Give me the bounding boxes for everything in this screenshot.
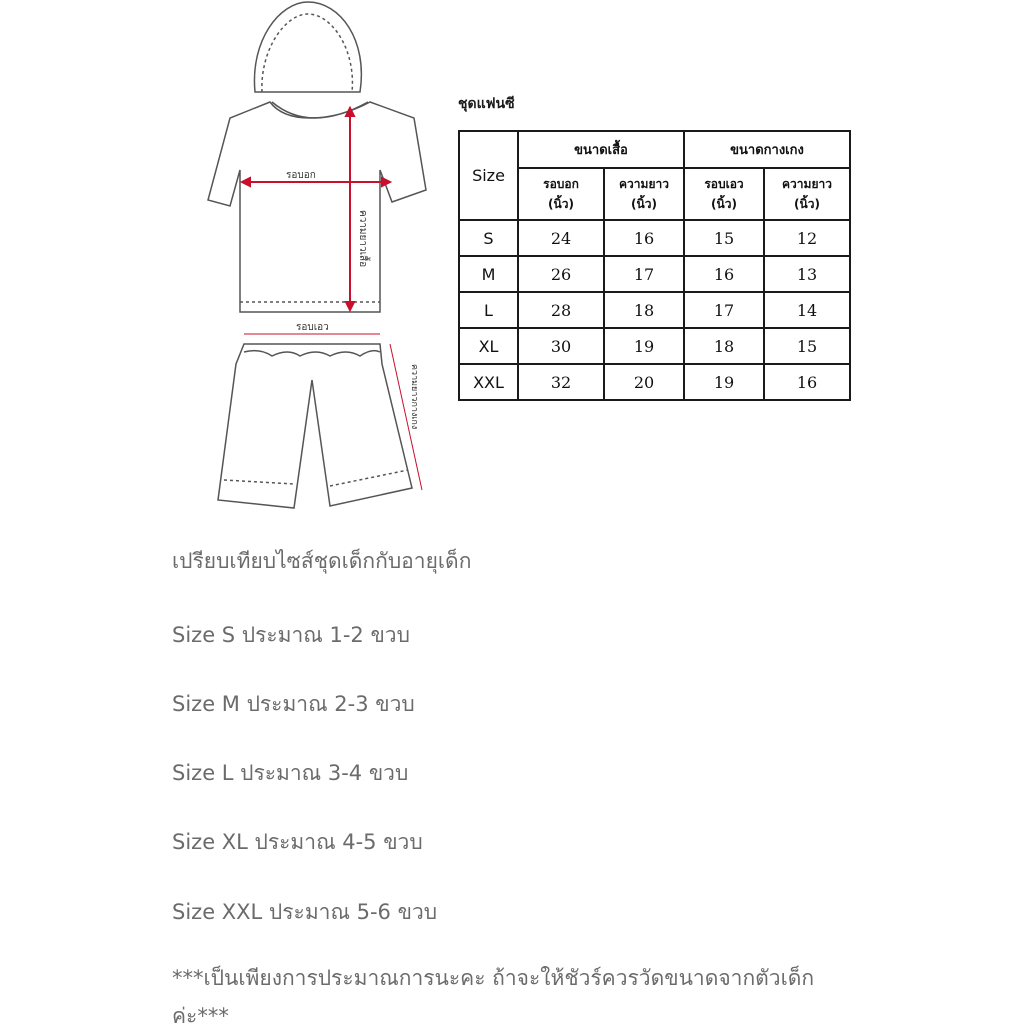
size-note: Size L ประมาณ 3-4 ขวบ	[172, 761, 409, 785]
shirt-length-cell: 17	[604, 256, 684, 292]
garment-illustration	[200, 0, 460, 520]
waist-cell: 19	[684, 364, 764, 400]
chest-label: รอบอก	[286, 170, 316, 181]
chest-cell: 30	[518, 328, 604, 364]
waist-cell: 16	[684, 256, 764, 292]
size-chart-title: ชุดแฟนซี	[458, 96, 515, 112]
shirt-length-header: ความยาว (นิ้ว)	[604, 168, 684, 220]
disclaimer-note: ***เป็นเพียงการประมาณการนะคะ ถ้าจะให้ชัวร์ควรวัดขนาดจากตัวเด็กค่ะ***	[172, 966, 815, 1028]
table-row	[459, 220, 850, 256]
size-note: Size XL ประมาณ 4-5 ขวบ	[172, 830, 423, 854]
pants-length-cell: 14	[764, 292, 850, 328]
waist-header: รอบเอว (นิ้ว)	[684, 168, 764, 220]
shirt-length-cell: 20	[604, 364, 684, 400]
notes-heading: เปรียบเทียบไซส์ชุดเด็กกับอายุเด็ก	[172, 549, 472, 573]
waist-cell: 15	[684, 220, 764, 256]
chest-cell: 28	[518, 292, 604, 328]
size-note: Size S ประมาณ 1-2 ขวบ	[172, 623, 410, 647]
pants-length-cell: 13	[764, 256, 850, 292]
waist-label: รอบเอว	[296, 322, 329, 333]
size-column-header: Size	[459, 131, 518, 220]
shorts-outline	[218, 344, 412, 508]
table-row	[459, 364, 850, 400]
size-cell: XXL	[459, 364, 518, 400]
chest-cell: 24	[518, 220, 604, 256]
shirt-size-group-header: ขนาดเสื้อ	[518, 131, 684, 168]
chest-cell: 26	[518, 256, 604, 292]
pants-length-label: ความยาวกางเกง	[409, 364, 419, 430]
pants-length-cell: 12	[764, 220, 850, 256]
table-row	[459, 328, 850, 364]
chest-cell: 32	[518, 364, 604, 400]
shirt-outline	[208, 102, 426, 312]
shirt-length-cell: 19	[604, 328, 684, 364]
size-cell: XL	[459, 328, 518, 364]
table-row	[459, 292, 850, 328]
pants-length-header: ความยาว (นิ้ว)	[764, 168, 850, 220]
size-note: Size XXL ประมาณ 5-6 ขวบ	[172, 900, 438, 924]
size-cell: M	[459, 256, 518, 292]
pants-length-cell: 15	[764, 328, 850, 364]
shirt-length-cell: 18	[604, 292, 684, 328]
size-cell: S	[459, 220, 518, 256]
table-row	[459, 256, 850, 292]
waist-cell: 18	[684, 328, 764, 364]
shirt-length-cell: 16	[604, 220, 684, 256]
pants-length-cell: 16	[764, 364, 850, 400]
size-note: Size M ประมาณ 2-3 ขวบ	[172, 692, 415, 716]
chest-header: รอบอก (นิ้ว)	[518, 168, 604, 220]
waist-cell: 17	[684, 292, 764, 328]
size-chart-table	[458, 130, 851, 401]
pants-size-group-header: ขนาดกางเกง	[684, 131, 850, 168]
size-cell: L	[459, 292, 518, 328]
shirt-length-label: ความยาวเสื้อ	[357, 210, 368, 268]
